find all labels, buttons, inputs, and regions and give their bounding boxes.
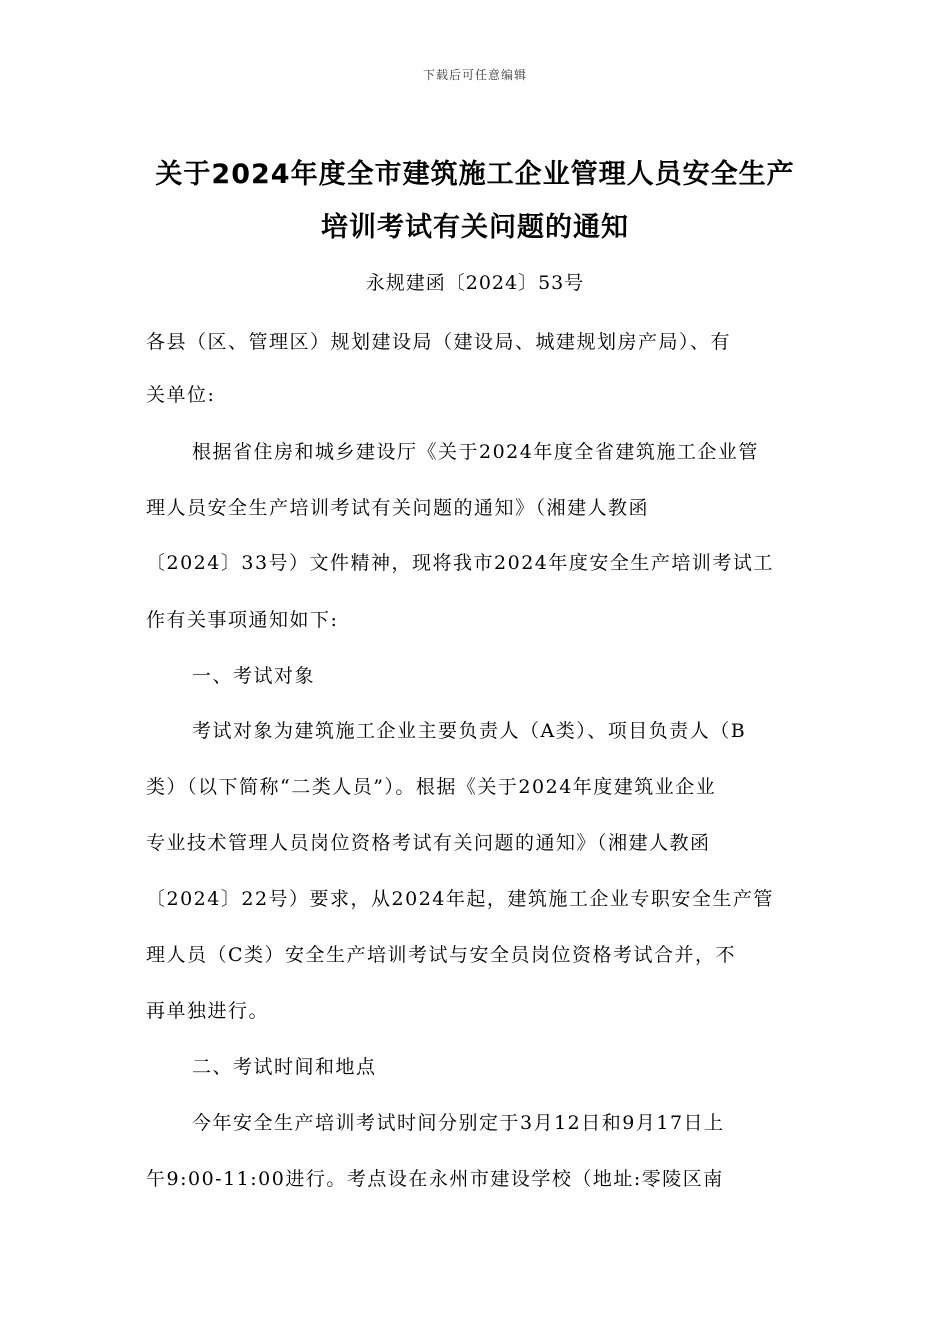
- document-number: 永规建函〔2024〕53号: [365, 272, 585, 294]
- body-line: 专业技术管理人员岗位资格考试有关问题的通知》（湘建人教函: [146, 832, 711, 854]
- body-line: 作有关事项通知如下:: [146, 609, 339, 631]
- body-line: 类）（以下简称“二类人员”）。根据《关于2024年度建筑业企业: [146, 776, 717, 798]
- body-line: 根据省住房和城乡建设厅《关于2024年度全省建筑施工企业管: [192, 441, 759, 463]
- body-line: 考试对象为建筑施工企业主要负责人（A类）、项目负责人（B: [192, 720, 747, 742]
- body-line: 〔2024〕22号）要求，从2024年起，建筑施工企业专职安全生产管: [146, 888, 774, 910]
- body-line: 午9:00-11:00进行。考点设在永州市建设学校（地址:零陵区南: [146, 1168, 724, 1190]
- body-line: 理人员（C类）安全生产培训考试与安全员岗位资格考试合并，不: [146, 944, 737, 966]
- body-line: 理人员安全生产培训考试有关问题的通知》（湘建人教函: [146, 497, 650, 519]
- addressee-line-2: 关单位:: [146, 384, 216, 406]
- body-line: 再单独进行。: [146, 1000, 270, 1022]
- addressee-line-1: 各县（区、管理区）规划建设局（建设局、城建规划房产局）、有: [146, 331, 732, 353]
- body-line: 〔2024〕33号）文件精神，现将我市2024年度安全生产培训考试工: [146, 552, 774, 574]
- body-line: 今年安全生产培训考试时间分别定于3月12日和9月17日上: [192, 1112, 725, 1134]
- section-heading-2: 二、考试时间和地点: [192, 1056, 377, 1078]
- document-title-line-1: 关于2024年度全市建筑施工企业管理人员安全生产: [155, 159, 795, 190]
- document-title-line-2: 培训考试有关问题的通知: [321, 212, 629, 243]
- header-note: 下载后可任意编辑: [422, 68, 527, 82]
- section-heading-1: 一、考试对象: [192, 665, 316, 687]
